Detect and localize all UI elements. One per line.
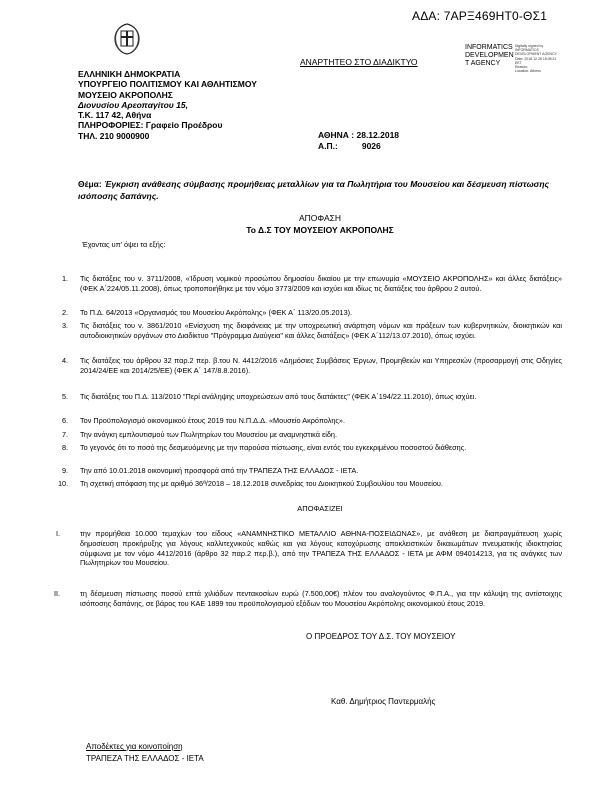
item-number: 9. [62,466,69,475]
informatics-signature-block [465,44,514,68]
signature-title: Ο ΠΡΟΕΔΡΟΣ ΤΟΥ Δ.Σ. ΤΟΥ ΜΟΥΣΕΙΟΥ [306,632,456,641]
decides-title: ΑΠΟΦΑΣΙΖΕΙ [297,504,343,513]
consideration-item: Τη σχετική απόφαση της με αριθμό 36ª/2018 – 18.12.2018 συνεδρίας του Διοικητικού Συμβουλίου του Μουσείου. [80,479,443,488]
notify-recipient: ΤΡΑΠΕΖΑ ΤΗΣ ΕΛΛΑΔΟΣ - ΙΕΤΑ [86,754,204,763]
protocol-number: 9026 [361,141,381,151]
consideration-item: Το γεγονός ότι το ποσό της δεσμευόμενης με την παρούσα πίστωσης, είναι εντός του εγκεκριμένου ποσοστού διάθεσης. [80,443,467,452]
consideration-item: Την από 10.01.2018 οικονομική προσφορά από την ΤΡΑΠΕΖΑ ΤΗΣ ΕΛΛΑΔΟΣ - ΙΕΤΑ. [80,466,359,475]
subject [78,178,558,202]
item-number: 3. [62,321,69,330]
consideration-item: Τις διατάξεις του ν. 3711/2008, «Ίδρυση νομικού προσώπου δημοσίου δικαίου με την επωνυμία «ΜΟΥΣΕΙΟ ΑΚΡΟΠΟΛΗΣ» και άλλες διατάξεις» (ΦΕΚ Α΄224/05.11.2008), όπως τροποποιήθηκε με τον νόμο 3773/2009 και ισχύει και ιδίως τις διατάξεις του άρθρου 2 αυτού. [80,274,562,293]
decision-item: την προμήθεια 10.000 τεμαχίων του είδους «ΑΝΑΜΝΗΣΤΙΚΟ ΜΕΤΑΛΛΙΟ ΑΘΗΝΑ-ΠΟΣΕΙΔΩΝΑΣ», με ανάθεση με διαπραγμάτευση χωρίς δημοσίευση προκήρυξης για λόγους καλλιτεχνικούς καθώς και για λόγους κατοχύρωσης αποκλειστικών δικαιωμάτων πνευματικής ιδιοκτησίας σύμφωνα με τον νόμο 4412/2016 (άρθρο 32 παρ.2 περ.β.), από την ΤΡΑΠΕΖΑ ΤΗΣ ΕΛΛΑΔΟΣ - ΙΕΤΑ με ΑΦΜ 094014213, για τις ανάγκες των Πωλητηρίων του Μουσείου. [80,529,562,568]
decision-subtitle: Το Δ.Σ ΤΟΥ ΜΟΥΣΕΙΟΥ ΑΚΡΟΠΟΛΗΣ [246,225,394,235]
roman-number: II. [54,589,61,598]
document-date: ΑΘΗΝΑ : 28.12.2018 [318,130,400,140]
roman-number: I. [56,529,61,538]
decision-item: τη δέσμευση πίστωσης ποσού επτά χιλιάδων πεντακοσίων ευρώ (7.500,00€) πλέον του αναλογούντος Φ.Π.Α., για την κάλυψη της αντίστοιχης ισόποσης δαπάνης, σε βάρος του ΚΑΕ 1899 του προϋπολογισμού εξόδων του Μουσείου Ακρόπολης οικονομικού έτους 2019. [80,589,562,608]
protocol-label: Α.Π.: [318,141,338,151]
item-number: 7. [62,430,69,439]
greek-emblem-icon [112,22,142,56]
item-number: 8. [62,443,69,452]
org-line: ΥΠΟΥΡΓΕΙΟ ΠΟΛΙΤΙΣΜΟΥ ΚΑΙ ΑΘΛΗΤΙΣΜΟΥ [78,79,257,90]
informatics-line: T AGENCY [465,60,501,67]
signature-detail-line: Date: 2018.12.28 15:08:21 [515,56,557,61]
item-number: 2. [62,308,69,317]
signature-detail-line: Digitally signed by [515,44,544,48]
signature-detail-line: EET [515,60,522,65]
intro-text: Έχοντας υπ' όψει τα εξής: [82,240,166,249]
org-phone: ΤΗΛ. 210 9000900 [78,130,150,141]
consideration-item: Τον Προϋπολογισμό οικονομικού έτους 2019 του Ν.Π.Δ.Δ. «Μουσείο Ακρόπολης». [80,416,346,425]
digital-signature-details [515,44,557,73]
informatics-line: INFORMATICS [465,44,513,51]
informatics-line: DEVELOPMEN [465,52,514,59]
consideration-item: Το Π.Δ. 64/2013 «Οργανισμός του Μουσείου Ακρόπολης» (ΦΕΚ Α΄ 113/20.05.2013). [80,308,353,317]
subject-label: Θέμα: [78,179,102,189]
consideration-item: Τις διατάξεις του ν. 3861/2010 «Ενίσχυση της διαφάνειας με την υποχρεωτική ανάρτηση νόμων και πράξεων των κυβερνητικών, διοικητικών και αυτοδιοικητικών οργάνων στο Διαδίκτυο "Πρόγραμμα Διαύγεια" και άλλες διατάξεις» (ΦΕΚ Α΄112/13.07.2010), όπως ισχύει. [80,321,562,340]
consideration-item: Τις διατάξεις του Π.Δ. 113/2010 "Περί ανάληψης υποχρεώσεων από τους διατάκτες" (ΦΕΚ Α΄194/22.11.2010), όπως ισχύει. [80,392,477,401]
signature-name: Καθ. Δημήτριος Παντερμαλής [331,697,436,706]
consideration-item: Τις διατάξεις του άρθρου 32 παρ.2 περ. β.του Ν. 4412/2016 «Δημόσιες Συμβάσεις Έργων, Προμηθειών και Υπηρεσιών (προσαρμογή στις Οδηγίες 2014/24/ΕΕ και 2014/25/ΕΕ) (ΦΕΚ Α΄ 147/8.8.2016). [80,356,562,375]
subject-text: Έγκριση ανάθεσης σύμβασης προμήθειας μεταλλίων για τα Πωλητήρια του Μουσείου και δέσμευση πίστωσης ισόποσης δαπάνης. [78,179,550,201]
ada-code: ΑΔΑ: 7ΑΡΞ469ΗΤ0-ΘΣ1 [412,9,548,23]
signature-detail-line: INFORMATICS [515,48,539,53]
org-info: ΠΛΗΡΟΦΟΡΙΕΣ: Γραφείο Προέδρου [78,120,223,131]
item-number: 5. [62,392,69,401]
consideration-item: Την ανάγκη εμπλουτισμού των Πωλητηρίων του Μουσείου με αναμνηστικά είδη. [80,430,338,439]
signature-detail-line: DEVELOPMENT AGENCY [515,52,557,57]
item-number: 10. [58,479,69,488]
date-block [318,130,399,152]
org-address: Διονυσίου Αρεοπαγίτου 15, [78,99,188,110]
signature-detail-line: Reason: [515,65,529,70]
item-number: 4. [62,356,69,365]
org-postcode: Τ.Κ. 117 42, Αθήνα [78,110,152,121]
item-number: 1. [62,274,69,283]
posted-online-label: ΑΝΑΡΤΗΤΕΟ ΣΤΟ ΔΙΑΔΙΚΤΥΟ [300,57,418,67]
organization-block [78,69,257,141]
org-line: ΕΛΛΗΝΙΚΗ ΔΗΜΟΚΡΑΤΙΑ [78,69,181,79]
item-number: 6. [62,416,69,425]
notify-label: Αποδέκτες για κοινοποίηση [86,742,183,751]
decision-title: ΑΠΟΦΑΣΗ [298,213,342,223]
signature-detail-line: Location: Athens [515,69,541,74]
org-line: ΜΟΥΣΕΙΟ ΑΚΡΟΠΟΛΗΣ [78,89,173,100]
